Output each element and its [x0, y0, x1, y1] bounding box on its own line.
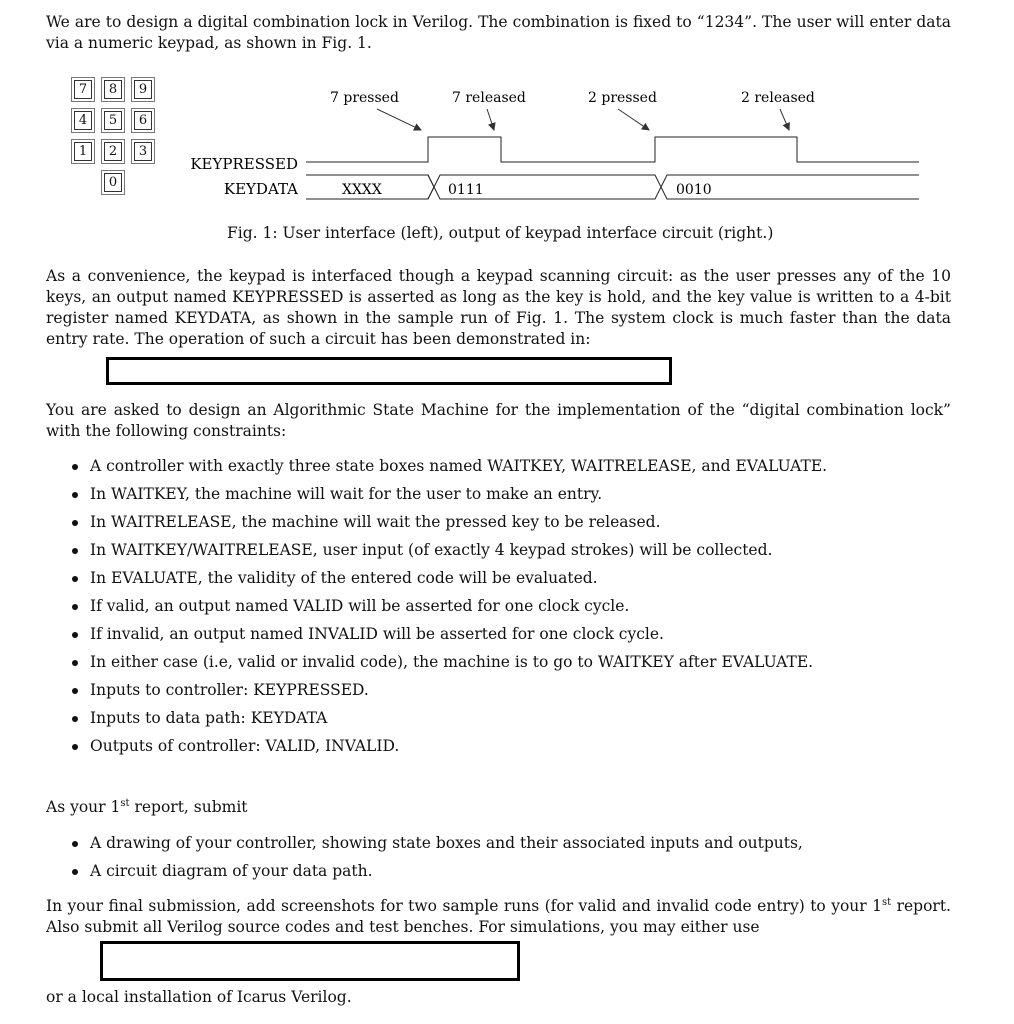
list-item: In WAITRELEASE, the machine will wait the pressed key to be released.: [70, 508, 950, 536]
intro-paragraph: We are to design a digital combination lock in Verilog. The combination is fixed to “1234”. The user will enter data via a numeric keypad, as shown in Fig. 1.: [46, 13, 951, 52]
list-item: In WAITKEY, the machine will wait for the user to make an entry.: [70, 480, 950, 508]
keypad-key: 3: [134, 142, 152, 161]
annotation-7-pressed: 7 pressed: [330, 90, 399, 106]
local-install-paragraph: or a local installation of Icarus Verilog.: [46, 988, 352, 1006]
timing-diagram: [190, 80, 930, 210]
list-item: In either case (i.e, valid or invalid code), the machine is to go to WAITKEY after EVALUATE.: [70, 648, 950, 676]
final-submission-paragraph: In your final submission, add screenshots for two sample runs (for valid and invalid code entry) to your 1st report. Also submit all Verilog source codes and test benches. For simulations, you may either use: [46, 896, 951, 936]
keypad-key: 9: [134, 80, 152, 99]
figure-caption: Fig. 1: User interface (left), output of keypad interface circuit (right.): [227, 224, 774, 242]
keypad-key: 2: [104, 142, 122, 161]
list-item: A circuit diagram of your data path.: [70, 857, 950, 885]
list-item: In WAITKEY/WAITRELEASE, user input (of exactly 4 keypad strokes) will be collected.: [70, 536, 950, 564]
constraints-list: [70, 452, 950, 760]
keypad-key: 6: [134, 111, 152, 130]
keypad-key: 7: [74, 80, 92, 99]
keypad-key: 1: [74, 142, 92, 161]
list-item: If invalid, an output named INVALID will be asserted for one clock cycle.: [70, 620, 950, 648]
convenience-paragraph: As a convenience, the keypad is interfaced though a keypad scanning circuit: as the user presses any of the 10 keys, an output named KEYPRESSED is asserted as long as the key is hold, and the key value is written to a 4-bit register named KEYDATA, as shown in the sample run of Fig. 1. The system clock is much faster than the data entry rate. The operation of such a circuit has been demonstrated in:: [46, 267, 951, 348]
report-list: [70, 829, 950, 885]
annotation-7-released: 7 released: [452, 90, 526, 106]
keypressed-waveform: [306, 137, 919, 162]
list-item: A drawing of your controller, showing state boxes and their associated inputs and outputs,: [70, 829, 950, 857]
keypad-key: 4: [74, 111, 92, 130]
keypad-key: 8: [104, 80, 122, 99]
list-item: A controller with exactly three state boxes named WAITKEY, WAITRELEASE, and EVALUATE.: [70, 452, 950, 480]
constraints-intro-paragraph: You are asked to design an Algorithmic State Machine for the implementation of the “digital combination lock” with the following constraints:: [46, 401, 951, 440]
keydata-value-xxxx: XXXX: [342, 182, 382, 198]
keypad-key: 5: [104, 111, 122, 130]
list-item: Inputs to controller: KEYPRESSED.: [70, 676, 950, 704]
list-item: In EVALUATE, the validity of the entered code will be evaluated.: [70, 564, 950, 592]
redacted-box: [106, 357, 672, 385]
arrow-2-pressed: [618, 109, 649, 130]
redacted-box: [100, 941, 520, 981]
annotation-2-pressed: 2 pressed: [588, 90, 657, 106]
arrow-7-released: [487, 109, 494, 130]
keydata-value-0010: 0010: [676, 182, 712, 198]
list-item: Inputs to data path: KEYDATA: [70, 704, 950, 732]
keydata-value-0111: 0111: [448, 182, 484, 198]
annotation-2-released: 2 released: [741, 90, 815, 106]
signal-label-keydata: KEYDATA: [223, 180, 298, 198]
arrow-2-released: [780, 109, 789, 130]
arrow-7-pressed: [377, 109, 421, 130]
list-item: If valid, an output named VALID will be asserted for one clock cycle.: [70, 592, 950, 620]
keypad-key: 0: [104, 173, 122, 192]
list-item: Outputs of controller: VALID, INVALID.: [70, 732, 950, 760]
report-intro-paragraph: As your 1st report, submit: [46, 797, 248, 816]
signal-label-keypressed: KEYPRESSED: [190, 155, 298, 173]
